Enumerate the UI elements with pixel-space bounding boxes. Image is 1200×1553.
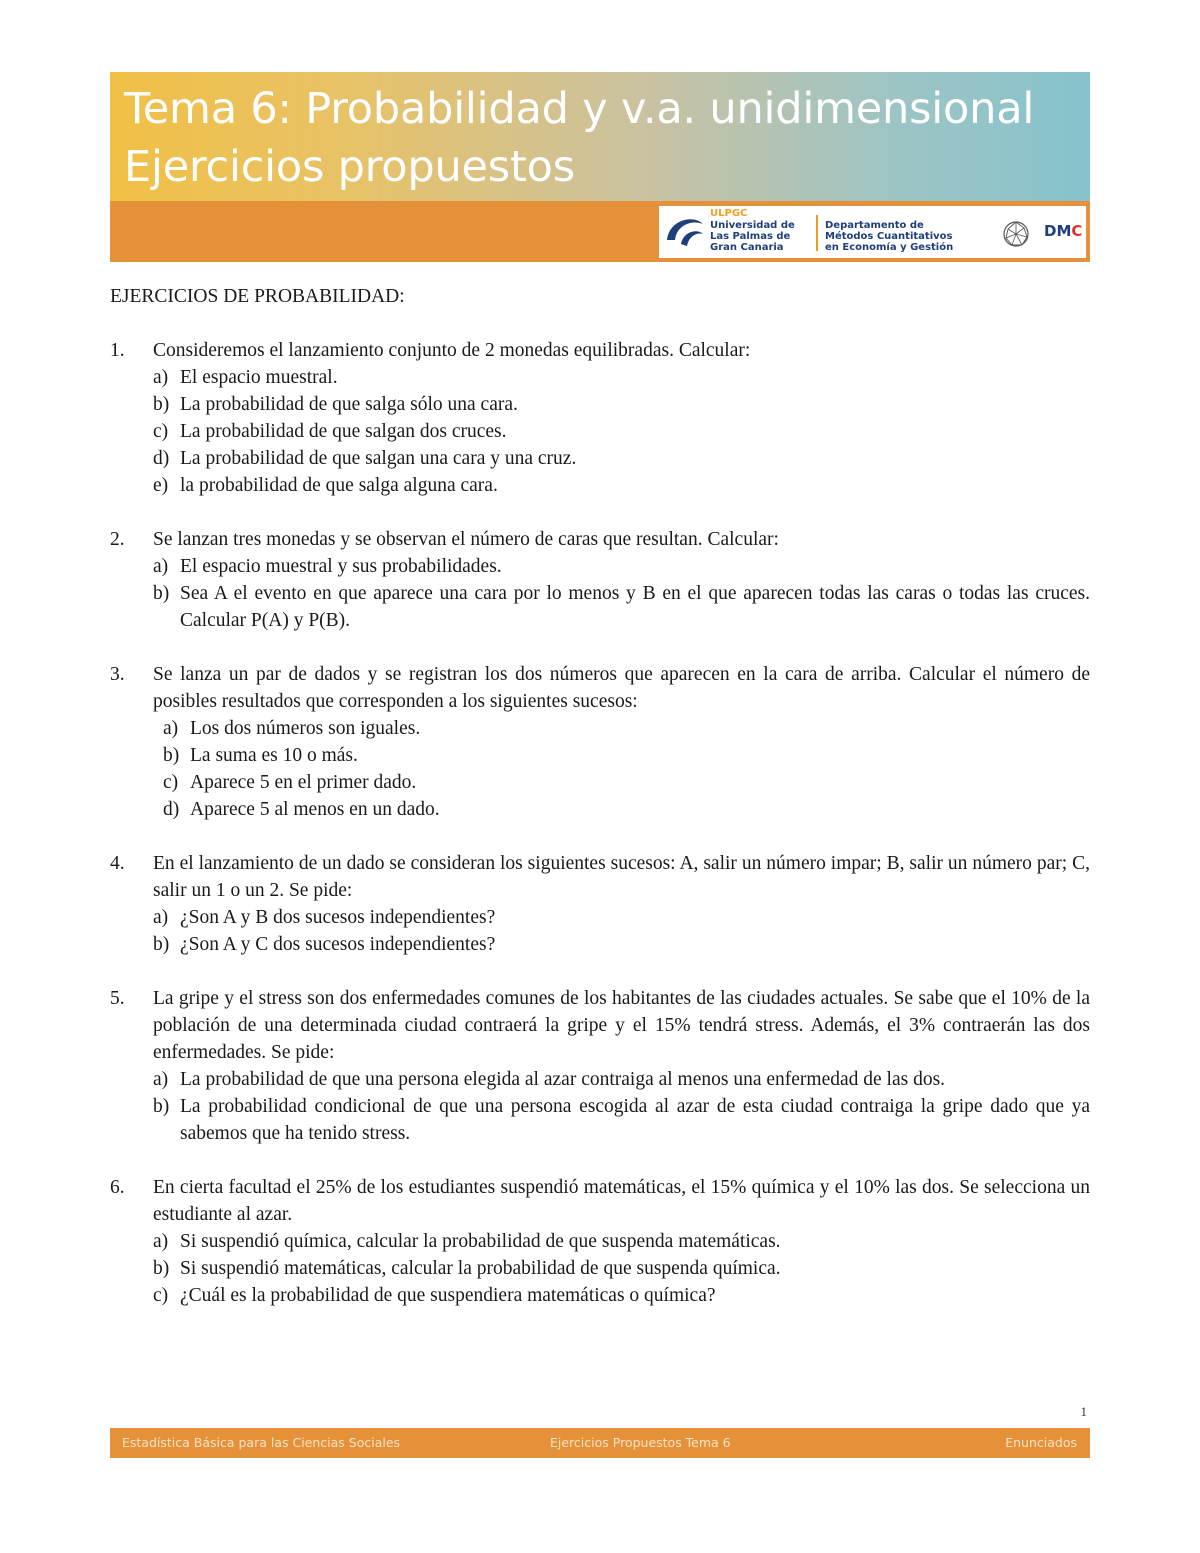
exercise-statement: Se lanzan tres monedas y se observan el número de caras que resultan. Calcular: (153, 529, 779, 550)
logo-separator (816, 215, 818, 251)
list-item: c) ¿Cuál es la probabilidad de que suspendiera matemáticas o química? (153, 1285, 716, 1306)
exercise-list (110, 283, 1090, 1336)
ulpgc-label: ULPGC (710, 208, 748, 219)
footer-course: Estadística Básica para las Ciencias Sociales (122, 1435, 401, 1450)
list-item: c) Aparece 5 en el primer dado. (163, 772, 417, 793)
list-item: b) ¿Son A y C dos sucesos independientes? (153, 934, 496, 955)
dmc-logo-text: DMC (1044, 222, 1083, 240)
list-item: d) Aparece 5 al menos en un dado. (163, 799, 440, 820)
list-item: a) El espacio muestral y sus probabilidades. (153, 556, 502, 577)
section-title: EJERCICIOS DE PROBABILIDAD: (110, 286, 405, 307)
list-item: a) ¿Son A y B dos sucesos independientes? (153, 907, 496, 928)
page-subtitle: Ejercicios propuestos (124, 142, 575, 192)
institution-logo (659, 206, 1086, 258)
exercise-number: 2. (110, 529, 125, 550)
footer-section: Enunciados (1005, 1435, 1077, 1450)
exercise-statement: Se lanza un par de dados y se registran los dos números que aparecen en la cara de arriba. Calcular el número de posibles resultados que corresponden a los siguientes sucesos: (153, 664, 1090, 712)
exercise-statement: Consideremos el lanzamiento conjunto de 2 monedas equilibradas. Calcular: (153, 340, 751, 361)
list-item: b) La probabilidad condicional de que una persona escogida al azar de esta ciudad contraiga la gripe dado que ya sabemos que ha tenido stress. (153, 1096, 1090, 1144)
exercise-statement: La gripe y el stress son dos enfermedades comunes de los habitantes de las ciudades actuales. Se sabe que el 10% de la población de una determinada ciudad contraerá la gripe y el 15% tendrá stress. Además, el 3% contraerán las dos enfermedades. Se pide: (153, 988, 1090, 1063)
logo-bar (110, 201, 1090, 262)
page-number: 1 (1080, 1404, 1087, 1419)
list-item: d) La probabilidad de que salgan una cara y una cruz. (153, 448, 577, 469)
title-banner (110, 72, 1090, 201)
list-item: e) la probabilidad de que salga alguna cara. (153, 475, 498, 496)
exercise-1 (110, 337, 1090, 499)
list-item: b) La suma es 10 o más. (163, 745, 358, 766)
exercise-number: 6. (110, 1177, 125, 1198)
exercise-3 (110, 661, 1090, 823)
exercise-number: 5. (110, 988, 125, 1009)
list-item: b) Sea A el evento en que aparece una cara por lo menos y B en el que aparecen todas las caras o todas las cruces. Calcular P(A) y P(B). (153, 583, 1090, 631)
list-item: a) Si suspendió química, calcular la probabilidad de que suspenda matemáticas. (153, 1231, 781, 1252)
department-name: Departamento de Métodos Cuantitativos en Economía y Gestión (825, 220, 954, 253)
university-name: Universidad de Las Palmas de Gran Canaria (710, 220, 795, 253)
list-item: c) La probabilidad de que salgan dos cruces. (153, 421, 507, 442)
exercise-5 (110, 985, 1090, 1147)
exercise-number: 4. (110, 853, 125, 874)
globe-network-icon (1002, 220, 1030, 248)
page-title: Tema 6: Probabilidad y v.a. unidimensional (124, 84, 1035, 134)
exercise-2 (110, 526, 1090, 634)
footer-document: Ejercicios Propuestos Tema 6 (550, 1435, 731, 1450)
exercise-number: 1. (110, 340, 125, 361)
exercise-6 (110, 1174, 1090, 1309)
ulpgc-swoosh-icon (663, 210, 707, 254)
exercise-statement: En el lanzamiento de un dado se consideran los siguientes sucesos: A, salir un número impar; B, salir un número par; C, salir un 1 o un 2. Se pide: (153, 853, 1090, 901)
list-item: b) Si suspendió matemáticas, calcular la probabilidad de que suspenda química. (153, 1258, 781, 1279)
exercise-4 (110, 850, 1090, 958)
page-footer (110, 1428, 1090, 1458)
list-item: b) La probabilidad de que salga sólo una cara. (153, 394, 518, 415)
list-item: a) La probabilidad de que una persona elegida al azar contraiga al menos una enfermedad de las dos. (153, 1069, 946, 1090)
list-item: a) El espacio muestral. (153, 367, 338, 388)
list-item: a) Los dos números son iguales. (163, 718, 421, 739)
exercise-statement: En cierta facultad el 25% de los estudiantes suspendió matemáticas, el 15% química y el 10% las dos. Se selecciona un estudiante al azar. (153, 1177, 1090, 1225)
exercise-number: 3. (110, 664, 125, 685)
